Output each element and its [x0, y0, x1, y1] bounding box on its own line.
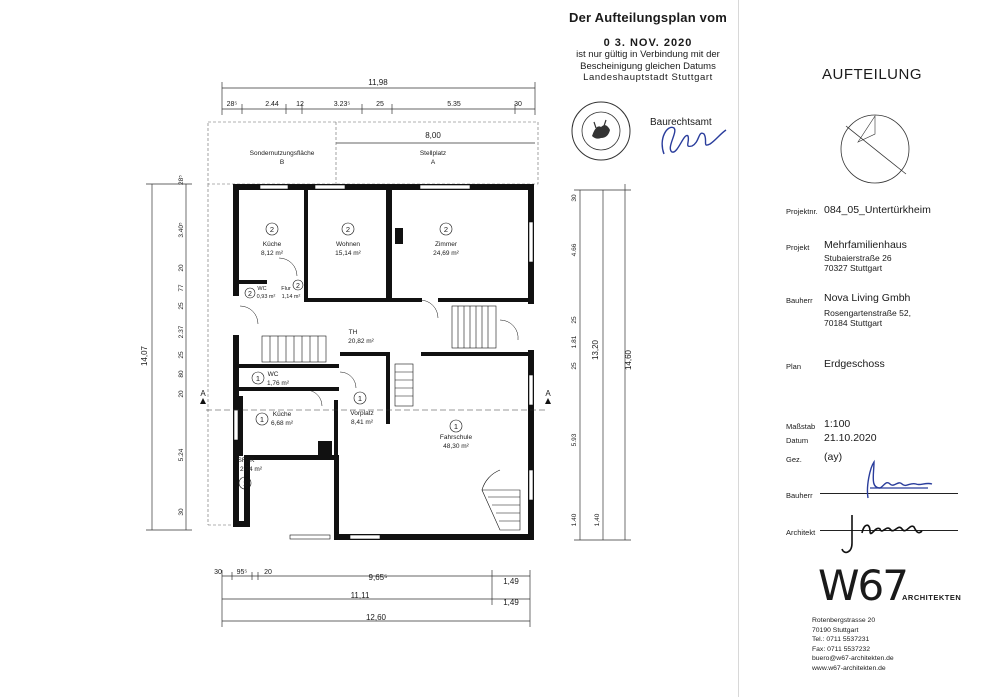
projekt-value: Mehrfamilienhaus: [824, 239, 907, 251]
room-name: Flur: [281, 286, 291, 292]
room-unit: 2: [248, 291, 252, 298]
dim-bottom-row2: 11,11: [350, 591, 370, 600]
dim-right-inner: 5.93: [571, 433, 578, 447]
city-seal-icon: [570, 100, 632, 162]
bauherr-signature-label: Bauherr: [786, 491, 813, 500]
office-logo-tag: ARCHITEKTEN: [902, 593, 962, 602]
dim-right-inner: 25: [571, 362, 578, 370]
bauherr-street: Rosengartenstraße 52,: [824, 308, 911, 318]
room-unit: 2: [296, 283, 300, 290]
dim-left-inner: 2.37: [178, 325, 185, 339]
stamp-date: 0 3. NOV. 2020: [603, 37, 693, 49]
dim-left-inner: 5.24: [178, 448, 185, 462]
dim-top-seg: 28⁵: [226, 101, 238, 108]
room-area: 1,14 m²: [281, 294, 301, 300]
room-name: Küche: [272, 411, 292, 418]
room-unit: 2: [269, 225, 275, 234]
massstab-label: Maßstab: [786, 422, 816, 431]
room-unit: 2: [443, 225, 449, 234]
dim-right-inner: 1.81: [571, 335, 578, 349]
stamp-signature: [654, 118, 730, 162]
room-name: SFSK: [237, 457, 255, 464]
dim-top-seg: 30: [514, 101, 522, 108]
room-name: WC: [257, 286, 267, 292]
datum-value: 21.10.2020: [824, 432, 877, 444]
dim-bottom-row3: 12,60: [365, 613, 387, 622]
stamp-line-3: Landeshauptstadt Stuttgart: [583, 72, 713, 83]
projekt-label: Projekt: [786, 243, 810, 252]
dim-left-inner: 28⁵: [178, 175, 185, 185]
dim-stellplatz-width: 8,00: [425, 131, 441, 140]
section-mark-right: A: [545, 389, 551, 398]
staircase-main: [259, 306, 520, 530]
plan-label: Plan: [786, 362, 802, 371]
stamp-line-2: Bescheinigung gleichen Datums: [580, 60, 716, 72]
approval-stamp: [548, 10, 748, 84]
top-dimensions: [222, 82, 535, 143]
room-name: TH: [348, 329, 358, 336]
dim-right-inner: 25: [571, 316, 578, 324]
projekt-street: Stubaierstraße 26: [824, 253, 892, 263]
room-name: Fahrschule: [439, 434, 473, 441]
gez-label: Gez.: [786, 455, 802, 464]
room-area: 1,76 m²: [266, 380, 290, 387]
dim-top-seg: 12: [296, 101, 304, 108]
section-arrow-left: [200, 398, 206, 404]
stellplatz-label: Stellplatz: [419, 150, 447, 157]
projektnr-value: 084_05_Untertürkheim: [824, 204, 931, 216]
room-unit: 1: [255, 374, 261, 383]
address-line: buero@w67-architekten.de: [812, 655, 894, 663]
room-area: 2,74 m²: [239, 466, 263, 473]
plan-value: Erdgeschoss: [824, 358, 885, 370]
dim-right-inner: 4.66: [571, 243, 578, 257]
dim-left-inner: 80: [178, 370, 185, 378]
dim-bottom-row2: 1,49: [503, 598, 519, 607]
address-line: Fax: 0711 5537232: [812, 645, 871, 653]
room-name: WC: [267, 371, 279, 378]
dim-right-inner: 30: [571, 194, 578, 202]
gez-value: (ay): [824, 451, 843, 463]
projektnr-label: Projektnr.: [786, 207, 818, 216]
architekt-signature: [838, 505, 928, 559]
bauherr-signature: [840, 458, 940, 502]
dim-bottom-row1: 9,65⁵: [368, 573, 388, 582]
room-area: 20,82 m²: [348, 338, 374, 345]
dim-top-seg: 2.44: [265, 101, 279, 108]
room-unit: 1: [357, 394, 363, 403]
room-name: Küche: [262, 241, 282, 248]
room-area: 8,12 m²: [260, 250, 284, 257]
dim-top-seg: 5.35: [447, 101, 461, 108]
left-dimensions: [146, 184, 192, 530]
right-dimensions: [574, 184, 631, 540]
address-line: www.w67-architekten.de: [812, 664, 886, 672]
address-line: Tel.: 0711 5537231: [812, 636, 870, 644]
address-line: 70190 Stuttgart: [812, 626, 859, 634]
stellplatz-id: A: [430, 159, 436, 166]
projekt-city: 70327 Stuttgart: [824, 263, 883, 273]
room-name: Vorplatz: [350, 410, 374, 417]
room-area: 0,93 m²: [256, 294, 276, 300]
dim-left-inner: 20: [178, 264, 185, 272]
dim-overall-top: 11,98: [368, 78, 388, 87]
room-unit: 1: [259, 415, 265, 424]
bauherr-city: 70184 Stuttgart: [824, 318, 883, 328]
dim-left-inner: 77: [178, 284, 185, 292]
dim-bottom-row1: 1,49: [503, 577, 519, 586]
section-arrow-right: [545, 398, 551, 404]
room-unit: 1: [453, 422, 459, 431]
dim-left-inner: 30: [178, 508, 185, 516]
dim-left-outer: 14,07: [140, 345, 149, 367]
stamp-line-1: ist nur gültig in Verbindung mit der: [576, 49, 720, 60]
dim-bottom-row1: 30: [214, 569, 222, 576]
dim-right-extra: 1,40: [594, 513, 601, 527]
stamp-office: Baurechtsamt: [650, 117, 712, 128]
dim-top-seg: 25: [376, 101, 384, 108]
bauherr-value: Nova Living Gmbh: [824, 292, 911, 304]
room-area: 6,68 m²: [270, 420, 294, 427]
dim-left-inner: 20: [178, 390, 185, 398]
architekt-signature-label: Architekt: [786, 528, 816, 537]
sondernutzung-id: B: [279, 159, 285, 166]
outdoor-area-outline: [208, 122, 538, 525]
office-address: [812, 616, 894, 674]
dim-right-inner: 1.40: [571, 513, 578, 527]
dim-left-inner: 25: [178, 302, 185, 310]
dim-right-mid: 13,20: [591, 339, 600, 361]
room-unit: 1: [242, 479, 248, 488]
stamp-heading: Der Aufteilungsplan vom: [569, 10, 727, 25]
bauherr-label: Bauherr: [786, 296, 813, 305]
dim-bottom-row1: 20: [264, 569, 272, 576]
office-logo: W67: [818, 561, 907, 610]
north-arrow-icon: [838, 112, 912, 186]
section-mark-left: A: [200, 389, 206, 398]
room-name: Wohnen: [335, 241, 361, 248]
room-area: 48,30 m²: [443, 443, 469, 450]
dim-right-outer: 14,60: [624, 349, 633, 371]
room-area: 15,14 m²: [335, 250, 361, 257]
room-area: 8,41 m²: [350, 419, 374, 426]
room-unit: 2: [345, 225, 351, 234]
sondernutzung-label: Sondernutzungsfläche: [249, 150, 315, 157]
datum-label: Datum: [786, 436, 809, 445]
title-block-heading: AUFTEILUNG: [822, 66, 923, 83]
room-area: 24,69 m²: [433, 250, 459, 257]
dim-left-inner: 3.40⁵: [178, 222, 185, 238]
massstab-value: 1:100: [824, 418, 851, 430]
address-line: Rotenbergstrasse 20: [812, 617, 876, 624]
dim-left-inner: 25: [178, 351, 185, 359]
room-name: Zimmer: [434, 241, 458, 248]
dim-top-seg: 3.23⁵: [333, 101, 351, 108]
dim-bottom-row1: 95⁵: [236, 569, 248, 576]
